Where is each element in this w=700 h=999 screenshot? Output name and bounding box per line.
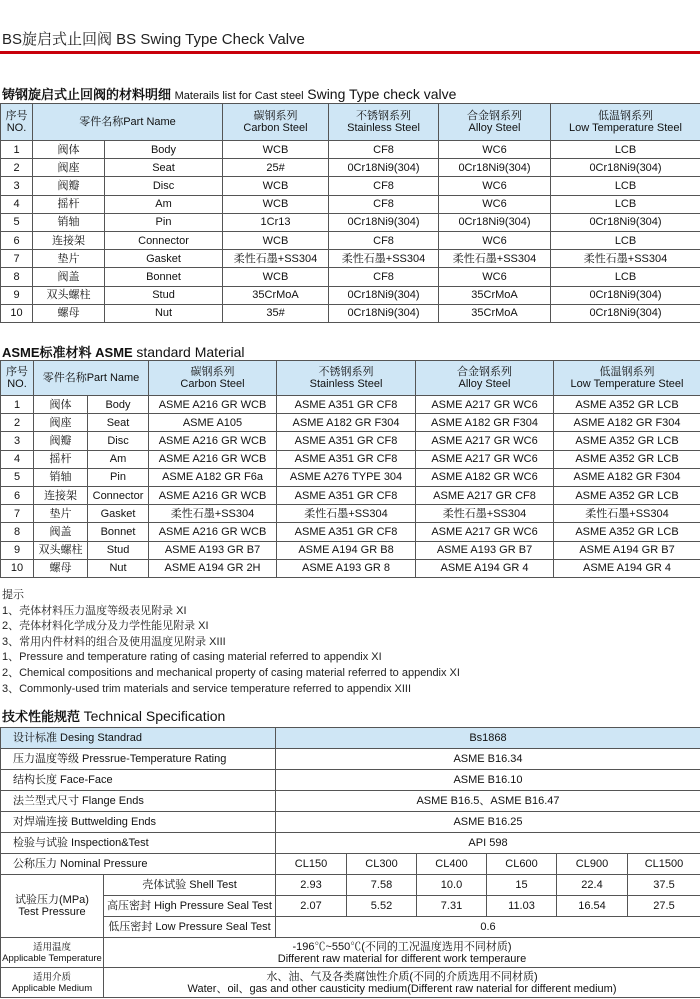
header-row xyxy=(1,104,700,141)
low-seal-value: 0.6 xyxy=(276,917,700,938)
part-cn-cell: 连接架 xyxy=(34,486,88,504)
stainless-steel-cell: CF8 xyxy=(329,268,439,286)
page-title: BS旋启式止回阀 BS Swing Type Check Valve xyxy=(2,31,305,48)
carbon-steel-cell: ASME A105 xyxy=(149,414,277,432)
alloy-steel-cell: WC6 xyxy=(439,268,551,286)
pressure-class-cell: CL900 xyxy=(557,854,628,875)
shell-test-label: 壳体试验 Shell Test xyxy=(104,875,276,896)
note-item: 3、Commonly-used trim materials and service temperature referred to appendix XIII xyxy=(2,682,412,695)
notes xyxy=(2,588,460,697)
spec-label: 公称压力 Nominal Pressure xyxy=(1,854,276,875)
alloy-steel-cell: ASME A217 GR CF8 xyxy=(416,486,554,504)
medium-label: 适用介质 Applicable Medium xyxy=(1,968,104,998)
spec-label: 法兰型式尺寸 Flange Ends xyxy=(1,791,276,812)
carbon-steel-cell: ASME A216 GR WCB xyxy=(149,396,277,414)
table-row xyxy=(1,450,700,468)
cast-section-title xyxy=(2,84,456,103)
spec-value: Bs1868 xyxy=(276,728,700,749)
medium-row xyxy=(1,968,700,998)
spec-row xyxy=(1,812,700,833)
temperature-value: -196℃~550℃(不同的工况温度选用不同材质) Different raw material for different work temperaure xyxy=(104,938,700,968)
part-en-cell: Am xyxy=(88,450,149,468)
shell-test-value: 7.58 xyxy=(347,875,417,896)
carbon-steel-cell: WCB xyxy=(223,268,329,286)
no-cell: 8 xyxy=(1,268,33,286)
header-col-stainless-steel: 不锈钢系列 Stainless Steel xyxy=(277,361,416,396)
no-cell: 1 xyxy=(1,396,34,414)
stainless-steel-cell: 0Cr18Ni9(304) xyxy=(329,304,439,322)
table-row xyxy=(1,414,700,432)
stainless-steel-cell: ASME A193 GR 8 xyxy=(277,559,416,577)
no-cell: 5 xyxy=(1,213,33,231)
alloy-steel-cell: WC6 xyxy=(439,141,551,159)
high-seal-value: 16.54 xyxy=(557,896,628,917)
spec-row xyxy=(1,833,700,854)
alloy-steel-cell: ASME A182 GR F304 xyxy=(416,414,554,432)
stainless-steel-cell: ASME A351 GR CF8 xyxy=(277,523,416,541)
no-cell: 3 xyxy=(1,432,34,450)
header-col-alloy-steel: 合金钢系列 Alloy Steel xyxy=(416,361,554,396)
no-cell: 3 xyxy=(1,177,33,195)
spec-value: ASME B16.5、ASME B16.47 xyxy=(276,791,700,812)
alloy-steel-cell: 柔性石墨+SS304 xyxy=(416,505,554,523)
note-item: 3、常用内件材料的组合及使用温度见附录 XIII xyxy=(2,635,226,648)
header-row xyxy=(1,361,700,396)
no-cell: 10 xyxy=(1,304,33,322)
carbon-steel-cell: 柔性石墨+SS304 xyxy=(149,505,277,523)
no-cell: 7 xyxy=(1,250,33,268)
table-row xyxy=(1,195,700,213)
part-en-cell: Connector xyxy=(105,231,223,249)
carbon-steel-cell: 1Cr13 xyxy=(223,213,329,231)
table-row xyxy=(1,523,700,541)
low-temp-steel-cell: 0Cr18Ni9(304) xyxy=(551,213,700,231)
title-divider xyxy=(0,51,700,54)
header-col-low-temp-steel: 低温钢系列 Low Temperature Steel xyxy=(551,104,700,141)
low-temp-steel-cell: LCB xyxy=(551,177,700,195)
table-row xyxy=(1,559,700,577)
low-temp-steel-cell: ASME A352 GR LCB xyxy=(554,432,700,450)
low-temp-steel-cell: ASME A352 GR LCB xyxy=(554,396,700,414)
low-temp-steel-cell: ASME A194 GR 4 xyxy=(554,559,700,577)
part-en-cell: Disc xyxy=(105,177,223,195)
low-temp-steel-cell: ASME A182 GR F304 xyxy=(554,468,700,486)
alloy-steel-cell: ASME A194 GR 4 xyxy=(416,559,554,577)
shell-test-value: 22.4 xyxy=(557,875,628,896)
stainless-steel-cell: CF8 xyxy=(329,195,439,213)
spec-value: ASME B16.25 xyxy=(276,812,700,833)
part-en-cell: Nut xyxy=(88,559,149,577)
alloy-steel-cell: 0Cr18Ni9(304) xyxy=(439,213,551,231)
note-item: 1、壳体材料压力温度等级表见附录 XI xyxy=(2,604,187,617)
low-seal-row xyxy=(1,917,700,938)
stainless-steel-cell: 柔性石墨+SS304 xyxy=(329,250,439,268)
low-seal-label: 低压密封 Low Pressure Seal Test xyxy=(104,917,276,938)
carbon-steel-cell: 35CrMoA xyxy=(223,286,329,304)
no-cell: 8 xyxy=(1,523,34,541)
alloy-steel-cell: ASME A217 GR WC6 xyxy=(416,450,554,468)
stainless-steel-cell: CF8 xyxy=(329,177,439,195)
alloy-steel-cell: 0Cr18Ni9(304) xyxy=(439,159,551,177)
part-cn-cell: 阀座 xyxy=(34,414,88,432)
header-col-part-name: 零件名称Part Name xyxy=(34,361,149,396)
high-seal-row xyxy=(1,896,700,917)
low-temp-steel-cell: ASME A352 GR LCB xyxy=(554,450,700,468)
part-en-cell: Bonnet xyxy=(88,523,149,541)
part-en-cell: Pin xyxy=(88,468,149,486)
part-en-cell: Gasket xyxy=(88,505,149,523)
table-row xyxy=(1,286,700,304)
table-row xyxy=(1,159,700,177)
spec-label: 检验与试验 Inspection&Test xyxy=(1,833,276,854)
part-cn-cell: 阀座 xyxy=(33,159,105,177)
shell-test-row xyxy=(1,875,700,896)
shell-test-value: 37.5 xyxy=(628,875,700,896)
carbon-steel-cell: 25# xyxy=(223,159,329,177)
no-cell: 6 xyxy=(1,231,33,249)
carbon-steel-cell: ASME A216 GR WCB xyxy=(149,450,277,468)
carbon-steel-cell: 35# xyxy=(223,304,329,322)
pressure-class-cell: CL150 xyxy=(276,854,347,875)
part-en-cell: Gasket xyxy=(105,250,223,268)
part-en-cell: Stud xyxy=(105,286,223,304)
spec-row xyxy=(1,791,700,812)
low-temp-steel-cell: 柔性石墨+SS304 xyxy=(554,505,700,523)
stainless-steel-cell: CF8 xyxy=(329,231,439,249)
cast-title-en-small: Materails list for Cast steel xyxy=(174,90,304,102)
low-temp-steel-cell: LCB xyxy=(551,231,700,249)
carbon-steel-cell: WCB xyxy=(223,231,329,249)
asme-materials-table xyxy=(0,360,700,578)
stainless-steel-cell: ASME A276 TYPE 304 xyxy=(277,468,416,486)
header-col-low-temp-steel: 低温钢系列 Low Temperature Steel xyxy=(554,361,700,396)
spec-value: ASME B16.34 xyxy=(276,749,700,770)
low-temp-steel-cell: 0Cr18Ni9(304) xyxy=(551,159,700,177)
low-temp-steel-cell: ASME A352 GR LCB xyxy=(554,523,700,541)
alloy-steel-cell: ASME A182 GR WC6 xyxy=(416,468,554,486)
stainless-steel-cell: 柔性石墨+SS304 xyxy=(277,505,416,523)
low-temp-steel-cell: 0Cr18Ni9(304) xyxy=(551,286,700,304)
pressure-class-cell: CL600 xyxy=(487,854,557,875)
part-cn-cell: 双头螺柱 xyxy=(33,286,105,304)
header-col-part-name: 零件名称Part Name xyxy=(33,104,223,141)
pressure-class-cell: CL400 xyxy=(417,854,487,875)
part-en-cell: Seat xyxy=(105,159,223,177)
pressure-class-cell: CL300 xyxy=(347,854,417,875)
high-seal-value: 27.5 xyxy=(628,896,700,917)
carbon-steel-cell: WCB xyxy=(223,141,329,159)
cast-title-cn: 铸钢旋启式止回阀的材料明细 xyxy=(2,87,172,102)
header-col-carbon-steel: 碳钢系列 Carbon Steel xyxy=(223,104,329,141)
header-col-stainless-steel: 不锈钢系列 Stainless Steel xyxy=(329,104,439,141)
part-cn-cell: 阀盖 xyxy=(33,268,105,286)
spec-title-cn: 技术性能规范 xyxy=(2,709,81,724)
carbon-steel-cell: 柔性石墨+SS304 xyxy=(223,250,329,268)
spec-value: ASME B16.10 xyxy=(276,770,700,791)
part-cn-cell: 销轴 xyxy=(33,213,105,231)
no-cell: 10 xyxy=(1,559,34,577)
header-col-no: 序号 NO. xyxy=(1,104,33,141)
low-temp-steel-cell: LCB xyxy=(551,141,700,159)
stainless-steel-cell: ASME A351 GR CF8 xyxy=(277,432,416,450)
part-cn-cell: 摇杆 xyxy=(34,450,88,468)
temperature-label: 适用温度 Applicable Temperature xyxy=(1,938,104,968)
carbon-steel-cell: WCB xyxy=(223,195,329,213)
alloy-steel-cell: ASME A217 GR WC6 xyxy=(416,396,554,414)
note-item: 1、Pressure and temperature rating of casing material referred to appendix XI xyxy=(2,651,382,664)
spec-label: 对焊端连接 Buttwelding Ends xyxy=(1,812,276,833)
spec-title-en: Technical Specification xyxy=(83,708,226,724)
part-en-cell: Stud xyxy=(88,541,149,559)
note-item: 2、壳体材料化学成分及力学性能见附录 XI xyxy=(2,620,209,633)
shell-test-value: 15 xyxy=(487,875,557,896)
spec-value: API 598 xyxy=(276,833,700,854)
table-row xyxy=(1,231,700,249)
part-cn-cell: 阀盖 xyxy=(34,523,88,541)
no-cell: 9 xyxy=(1,286,33,304)
asme-title-rest: standard Material xyxy=(136,344,245,360)
stainless-steel-cell: 0Cr18Ni9(304) xyxy=(329,286,439,304)
alloy-steel-cell: WC6 xyxy=(439,195,551,213)
part-cn-cell: 双头螺柱 xyxy=(34,541,88,559)
table-row xyxy=(1,250,700,268)
high-seal-label: 高压密封 High Pressure Seal Test xyxy=(104,896,276,917)
spec-label: 压力温度等级 Pressrue-Temperature Rating xyxy=(1,749,276,770)
no-cell: 6 xyxy=(1,486,34,504)
table-row xyxy=(1,304,700,322)
part-en-cell: Disc xyxy=(88,432,149,450)
header-col-carbon-steel: 碳钢系列 Carbon Steel xyxy=(149,361,277,396)
table-row xyxy=(1,541,700,559)
cast-materials-table xyxy=(0,103,700,323)
part-cn-cell: 螺母 xyxy=(34,559,88,577)
high-seal-value: 5.52 xyxy=(347,896,417,917)
part-cn-cell: 阀瓣 xyxy=(34,432,88,450)
spec-row xyxy=(1,728,700,749)
part-cn-cell: 摇杆 xyxy=(33,195,105,213)
part-en-cell: Pin xyxy=(105,213,223,231)
temperature-row xyxy=(1,938,700,968)
high-seal-value: 2.07 xyxy=(276,896,347,917)
no-cell: 5 xyxy=(1,468,34,486)
table-row xyxy=(1,177,700,195)
part-cn-cell: 螺母 xyxy=(33,304,105,322)
part-en-cell: Nut xyxy=(105,304,223,322)
table-row xyxy=(1,141,700,159)
test-pressure-label: 试验压力(MPa) Test Pressure xyxy=(1,875,104,938)
stainless-steel-cell: ASME A182 GR F304 xyxy=(277,414,416,432)
no-cell: 2 xyxy=(1,159,33,177)
stainless-steel-cell: ASME A351 GR CF8 xyxy=(277,486,416,504)
alloy-steel-cell: 35CrMoA xyxy=(439,286,551,304)
part-en-cell: Body xyxy=(105,141,223,159)
low-temp-steel-cell: ASME A182 GR F304 xyxy=(554,414,700,432)
no-cell: 1 xyxy=(1,141,33,159)
part-en-cell: Body xyxy=(88,396,149,414)
alloy-steel-cell: ASME A193 GR B7 xyxy=(416,541,554,559)
table-row xyxy=(1,432,700,450)
spec-row xyxy=(1,770,700,791)
shell-test-value: 10.0 xyxy=(417,875,487,896)
stainless-steel-cell: 0Cr18Ni9(304) xyxy=(329,159,439,177)
carbon-steel-cell: ASME A216 GR WCB xyxy=(149,432,277,450)
asme-title-bold: ASME标准材料 ASME xyxy=(2,345,133,360)
table-row xyxy=(1,468,700,486)
alloy-steel-cell: 35CrMoA xyxy=(439,304,551,322)
part-cn-cell: 阀体 xyxy=(33,141,105,159)
table-row xyxy=(1,268,700,286)
alloy-steel-cell: WC6 xyxy=(439,177,551,195)
cast-title-en-big: Swing Type check valve xyxy=(307,86,457,102)
no-cell: 4 xyxy=(1,450,34,468)
alloy-steel-cell: ASME A217 GR WC6 xyxy=(416,523,554,541)
carbon-steel-cell: ASME A193 GR B7 xyxy=(149,541,277,559)
table-row xyxy=(1,505,700,523)
part-cn-cell: 垫片 xyxy=(33,250,105,268)
table-row xyxy=(1,213,700,231)
carbon-steel-cell: ASME A216 GR WCB xyxy=(149,523,277,541)
no-cell: 2 xyxy=(1,414,34,432)
carbon-steel-cell: ASME A194 GR 2H xyxy=(149,559,277,577)
spec-label: 设计标准 Desing Standrad xyxy=(1,728,276,749)
part-cn-cell: 垫片 xyxy=(34,505,88,523)
carbon-steel-cell: WCB xyxy=(223,177,329,195)
part-en-cell: Seat xyxy=(88,414,149,432)
alloy-steel-cell: 柔性石墨+SS304 xyxy=(439,250,551,268)
no-cell: 7 xyxy=(1,505,34,523)
no-cell: 4 xyxy=(1,195,33,213)
high-seal-value: 11.03 xyxy=(487,896,557,917)
medium-value: 水、油、气及各类腐蚀性介质(不同的介质选用不同材质) Water、oil、gas and other causticity medium(Different raw naterial for different medium) xyxy=(104,968,700,998)
low-temp-steel-cell: 0Cr18Ni9(304) xyxy=(551,304,700,322)
low-temp-steel-cell: ASME A352 GR LCB xyxy=(554,486,700,504)
asme-section-title xyxy=(2,342,245,361)
shell-test-value: 2.93 xyxy=(276,875,347,896)
no-cell: 9 xyxy=(1,541,34,559)
carbon-steel-cell: ASME A182 GR F6a xyxy=(149,468,277,486)
spec-label: 结构长度 Face-Face xyxy=(1,770,276,791)
stainless-steel-cell: ASME A351 GR CF8 xyxy=(277,450,416,468)
stainless-steel-cell: CF8 xyxy=(329,141,439,159)
part-en-cell: Am xyxy=(105,195,223,213)
low-temp-steel-cell: ASME A194 GR B7 xyxy=(554,541,700,559)
stainless-steel-cell: ASME A351 GR CF8 xyxy=(277,396,416,414)
notes-heading: 提示 xyxy=(2,589,24,601)
table-row xyxy=(1,396,700,414)
alloy-steel-cell: WC6 xyxy=(439,231,551,249)
low-temp-steel-cell: LCB xyxy=(551,268,700,286)
part-cn-cell: 阀瓣 xyxy=(33,177,105,195)
part-en-cell: Bonnet xyxy=(105,268,223,286)
high-seal-value: 7.31 xyxy=(417,896,487,917)
nominal-pressure-row xyxy=(1,854,700,875)
low-temp-steel-cell: LCB xyxy=(551,195,700,213)
note-item: 2、Chemical compositions and mechanical property of casing material referred to appendix XI xyxy=(2,666,460,679)
header-col-alloy-steel: 合金钢系列 Alloy Steel xyxy=(439,104,551,141)
stainless-steel-cell: 0Cr18Ni9(304) xyxy=(329,213,439,231)
spec-row xyxy=(1,749,700,770)
spec-section-title xyxy=(2,706,225,725)
part-cn-cell: 销轴 xyxy=(34,468,88,486)
pressure-class-cell: CL1500 xyxy=(628,854,700,875)
part-en-cell: Connector xyxy=(88,486,149,504)
low-temp-steel-cell: 柔性石墨+SS304 xyxy=(551,250,700,268)
carbon-steel-cell: ASME A216 GR WCB xyxy=(149,486,277,504)
alloy-steel-cell: ASME A217 GR WC6 xyxy=(416,432,554,450)
stainless-steel-cell: ASME A194 GR B8 xyxy=(277,541,416,559)
header-col-no: 序号 NO. xyxy=(1,361,34,396)
part-cn-cell: 连接架 xyxy=(33,231,105,249)
technical-spec-table xyxy=(0,727,700,998)
table-row xyxy=(1,486,700,504)
part-cn-cell: 阀体 xyxy=(34,396,88,414)
